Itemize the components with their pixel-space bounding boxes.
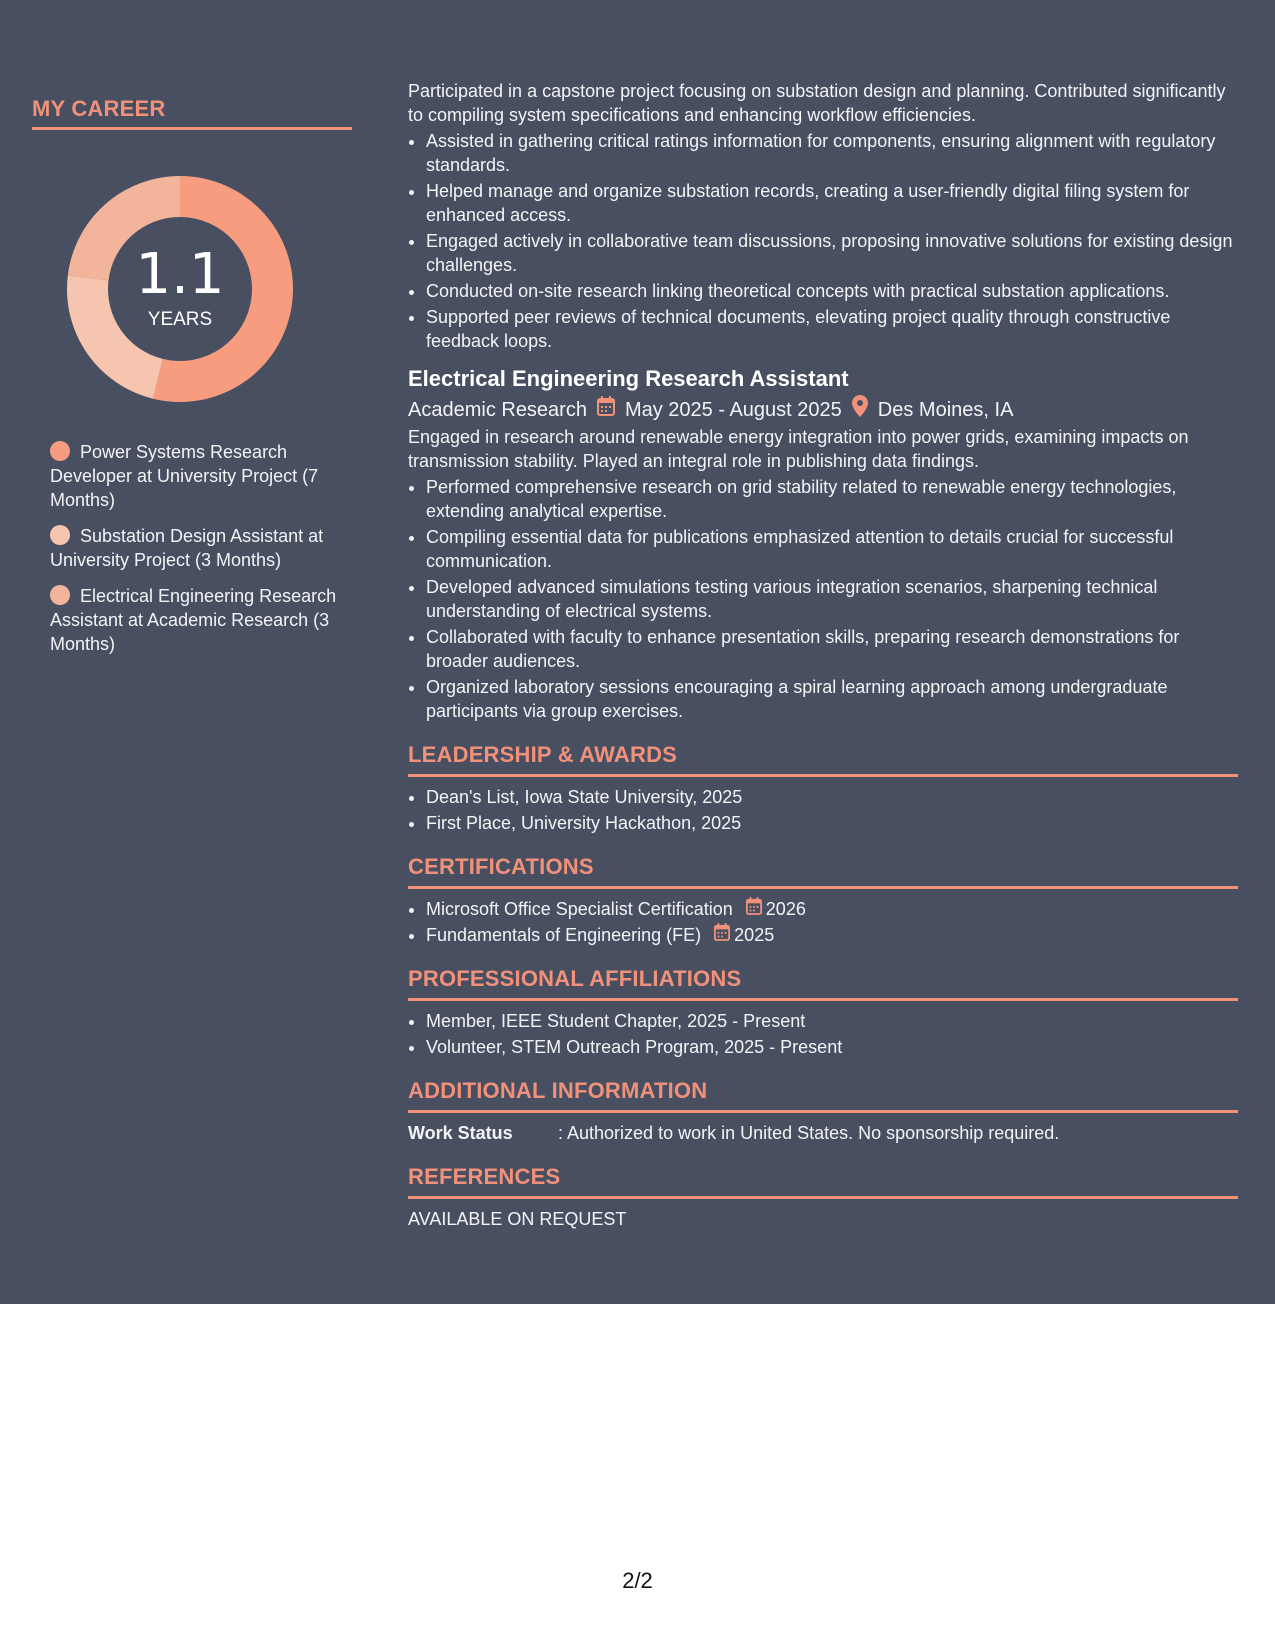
list-item: • Organized laboratory sessions encouraging a spiral learning approach among undergraduate participants via group exercises. xyxy=(426,675,1238,723)
legend-label: Substation Design Assistant at University Project (3 Months) xyxy=(50,526,324,570)
certifications-title: CERTIFICATIONS xyxy=(408,853,1238,889)
affiliations-list xyxy=(408,1009,1238,1059)
legend-label: Power Systems Research Developer at University Project (7 Months) xyxy=(50,442,319,510)
prev-job-summary: Participated in a capstone project focusing on substation design and planning. Contributed significantly to compiling system specifications and enhancing workflow efficiencies. xyxy=(408,81,1226,125)
cert-year: 2026 xyxy=(765,899,806,919)
job-title: Electrical Engineering Research Assistant xyxy=(408,366,849,391)
legend-dot-icon xyxy=(50,585,70,605)
work-status-value: : Authorized to work in United States. No sponsorship required. xyxy=(558,1123,1060,1143)
donut-center xyxy=(65,174,295,404)
work-status-key: Work Status xyxy=(408,1123,513,1143)
job-org: Academic Research xyxy=(408,399,587,421)
page-number: 2/2 xyxy=(622,1568,653,1593)
sidebar xyxy=(32,96,352,668)
cert-date xyxy=(714,923,774,947)
list-item: • Performed comprehensive research on grid stability related to renewable energy technologies, extending analytical expertise. xyxy=(426,475,1238,523)
calendar-icon xyxy=(597,396,615,424)
total-years: 1.1 xyxy=(135,242,225,307)
list-item: • Engaged actively in collaborative team discussions, proposing innovative solutions for existing design challenges. xyxy=(426,229,1238,277)
certifications-list xyxy=(408,897,1238,947)
job-dates: May 2025 - August 2025 xyxy=(624,399,842,421)
affiliations-title: PROFESSIONAL AFFILIATIONS xyxy=(408,965,1238,1001)
legend-item xyxy=(50,584,352,656)
list-item: • Developed advanced simulations testing various integration scenarios, sharpening technical understanding of electrical systems. xyxy=(426,575,1238,623)
references-title: REFERENCES xyxy=(408,1163,1238,1199)
calendar-icon xyxy=(714,923,730,947)
list-item: • First Place, University Hackathon, 2025 xyxy=(426,811,1238,835)
years-label: YEARS xyxy=(147,309,213,330)
work-status-row xyxy=(408,1121,1238,1145)
list-item xyxy=(426,923,1238,947)
location-pin-icon xyxy=(852,395,868,425)
list-item: • Volunteer, STEM Outreach Program, 2025 - Present xyxy=(426,1035,1238,1059)
references-text: AVAILABLE ON REQUEST xyxy=(408,1209,627,1229)
list-item: • Collaborated with faculty to enhance presentation skills, preparing research demonstrations for broader audiences. xyxy=(426,625,1238,673)
legend-dot-icon xyxy=(50,441,70,461)
list-item xyxy=(426,897,1238,921)
job-bullets xyxy=(408,475,1238,723)
job-location: Des Moines, IA xyxy=(877,399,1014,421)
legend-item xyxy=(50,440,352,512)
cert-name: Microsoft Office Specialist Certification xyxy=(426,899,733,919)
list-item: • Member, IEEE Student Chapter, 2025 - Present xyxy=(426,1009,1238,1033)
job-summary: Engaged in research around renewable energy integration into power grids, examining impacts on transmission stability. Played an integral role in publishing data findings. xyxy=(408,427,1189,471)
job-meta xyxy=(408,395,1238,425)
list-item: • Compiling essential data for publications emphasized attention to details crucial for successful communication. xyxy=(426,525,1238,573)
list-item: • Helped manage and organize substation records, creating a user-friendly digital filing system for enhanced access. xyxy=(426,179,1238,227)
legend-dot-icon xyxy=(50,525,70,545)
career-legend xyxy=(32,440,352,656)
career-title: MY CAREER xyxy=(32,96,352,130)
calendar-icon xyxy=(746,897,762,921)
leadership-list xyxy=(408,785,1238,835)
cert-year: 2025 xyxy=(734,925,775,945)
career-donut-chart xyxy=(65,174,295,404)
main-content xyxy=(408,79,1238,1231)
additional-info-title: ADDITIONAL INFORMATION xyxy=(408,1077,1238,1113)
cert-date xyxy=(746,897,806,921)
list-item: • Supported peer reviews of technical documents, elevating project quality through constructive feedback loops. xyxy=(426,305,1238,353)
legend-label: Electrical Engineering Research Assistant at Academic Research (3 Months) xyxy=(50,586,337,654)
legend-item xyxy=(50,524,352,572)
list-item: • Dean's List, Iowa State University, 2025 xyxy=(426,785,1238,809)
list-item: • Conducted on-site research linking theoretical concepts with practical substation applications. xyxy=(426,279,1238,303)
leadership-title: LEADERSHIP & AWARDS xyxy=(408,741,1238,777)
list-item: • Assisted in gathering critical ratings information for components, ensuring alignment with regulatory standards. xyxy=(426,129,1238,177)
prev-job-bullets xyxy=(408,129,1238,353)
cert-name: Fundamentals of Engineering (FE) xyxy=(426,925,702,945)
